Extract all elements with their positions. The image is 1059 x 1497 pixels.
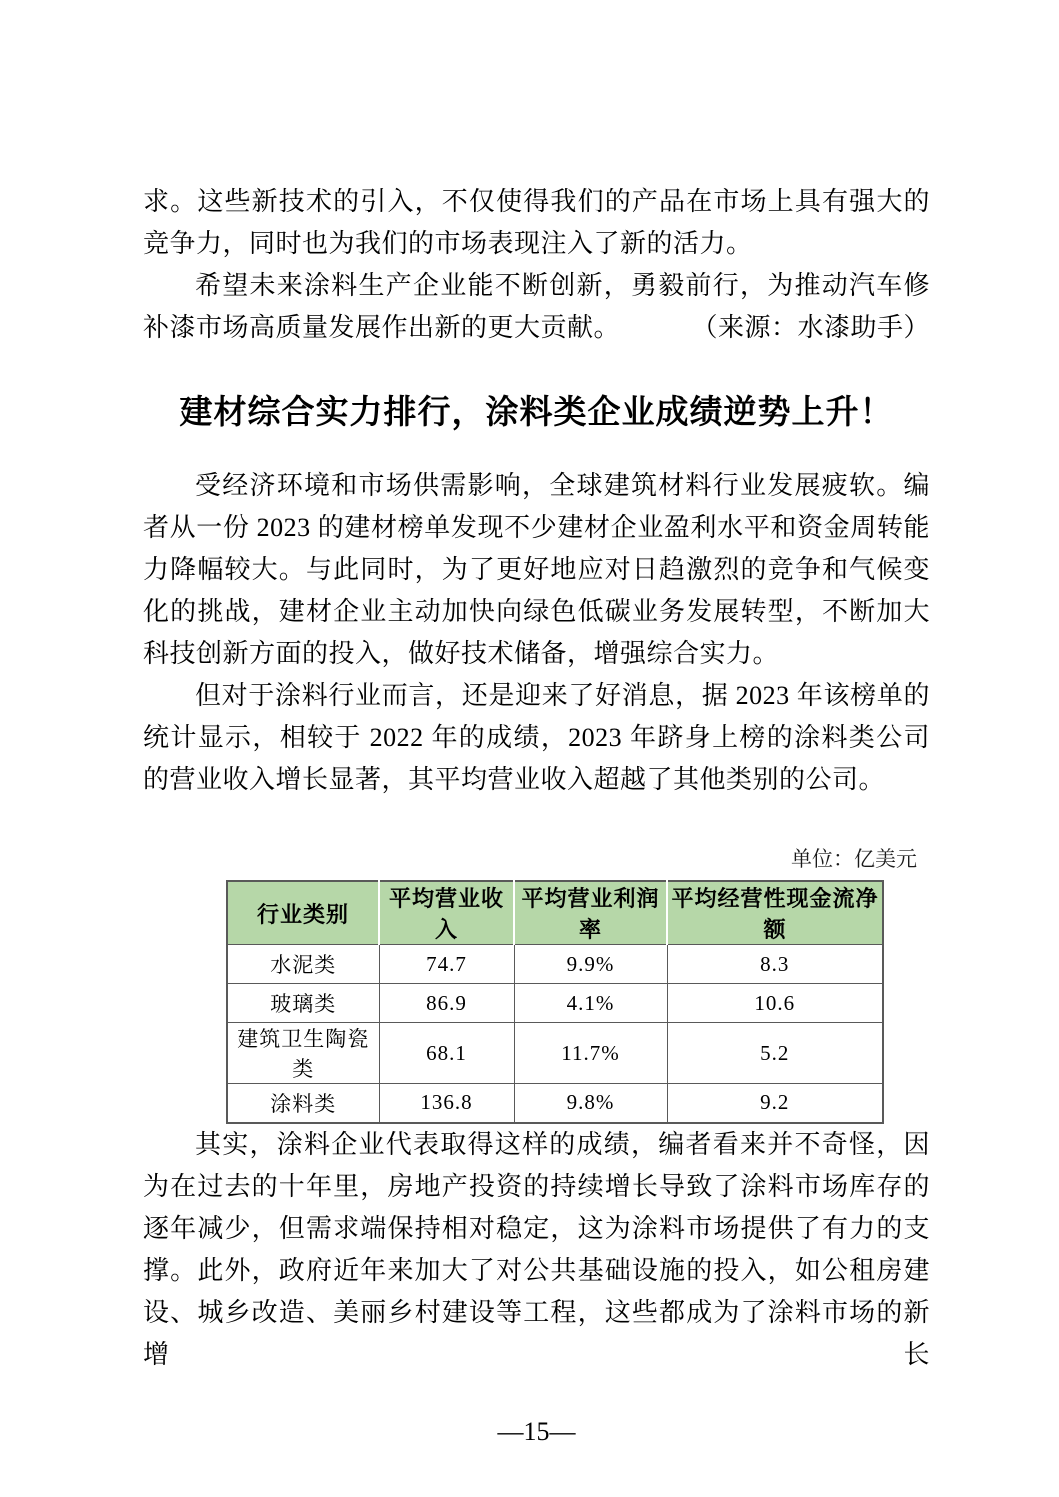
table-cell: 涂料类: [227, 1084, 379, 1123]
table-unit-label: 单位：亿美元: [791, 848, 917, 871]
paragraph-continuation: 求。这些新技术的引入，不仅使得我们的产品在市场上具有强大的竞争力，同时也为我们的市场表现注入了新的活力。: [143, 187, 930, 258]
table-cell: 建筑卫生陶瓷类: [227, 1023, 379, 1084]
table-header-cell: 平均营业利润率: [514, 881, 667, 945]
table-cell: 5.2: [667, 1023, 883, 1084]
table-cell: 9.2: [667, 1084, 883, 1123]
table-cell: 11.7%: [514, 1023, 667, 1084]
table-header-cell: 平均经营性现金流净额: [667, 881, 883, 945]
page-number: —15—: [497, 1416, 576, 1446]
table-header-row: [227, 881, 883, 945]
section-heading: 建材综合实力排行，涂料类企业成绩逆势上升！: [179, 395, 894, 431]
table-cell: 9.9%: [514, 945, 667, 984]
table-cell: 水泥类: [227, 945, 379, 984]
table-cell: 86.9: [379, 984, 514, 1023]
table-cell: 9.8%: [514, 1084, 667, 1123]
table-cell: 4.1%: [514, 984, 667, 1023]
table-header-cell: 行业类别: [227, 881, 379, 945]
table-cell: 74.7: [379, 945, 514, 984]
table-cell: 10.6: [667, 984, 883, 1023]
table-row: [227, 945, 883, 984]
paragraph-hope-wrapper: [143, 265, 930, 349]
table-row: [227, 984, 883, 1023]
table-cell: 8.3: [667, 945, 883, 984]
paragraph-economy: 受经济环境和市场供需影响，全球建筑材料行业发展疲软。编者从一份 2023 的建材榜单发现不少建材企业盈利水平和资金周转能力降幅较大。与此同时，为了更好地应对日趋激烈的竞争和气候变化的挑战，建材企业主动加快向绿色低碳业务发展转型，不断加大科技创新方面的投入，做好技术储备，增强综合实力。: [143, 471, 930, 668]
table-row: [227, 1023, 883, 1084]
table-cell: 68.1: [379, 1023, 514, 1084]
paragraph-analysis: 其实，涂料企业代表取得这样的成绩，编者看来并不奇怪，因为在过去的十年里，房地产投资的持续增长导致了涂料市场库存的逐年减少，但需求端保持相对稳定，这为涂料市场提供了有力的支撑。此外，政府近年来加大了对公共基础设施的投入，如公租房建设、城乡改造、美丽乡村建设等工程，这些都成为了涂料市场的新增长: [143, 1129, 930, 1369]
source-note: （来源：水漆助手）: [691, 313, 930, 342]
industry-data-table: [226, 880, 884, 1124]
table-body: [227, 945, 883, 1123]
table-head: [227, 881, 883, 945]
table-cell: 136.8: [379, 1084, 514, 1123]
paragraph-good-news: 但对于涂料行业而言，还是迎来了好消息，据 2023 年该榜单的统计显示，相较于 2022 年的成绩，2023 年跻身上榜的涂料类公司的营业收入增长显著，其平均营业收入超越了其他类别的公司。: [143, 681, 930, 794]
table-row: [227, 1084, 883, 1123]
paragraph-hope-text: 希望未来涂料生产企业能不断创新，勇毅前行，为推动汽车修补漆市场高质量发展作出新的更大贡献。: [143, 271, 930, 342]
page-content: [143, 181, 930, 1453]
table-header-cell: 平均营业收入: [379, 881, 514, 945]
table-cell: 玻璃类: [227, 984, 379, 1023]
